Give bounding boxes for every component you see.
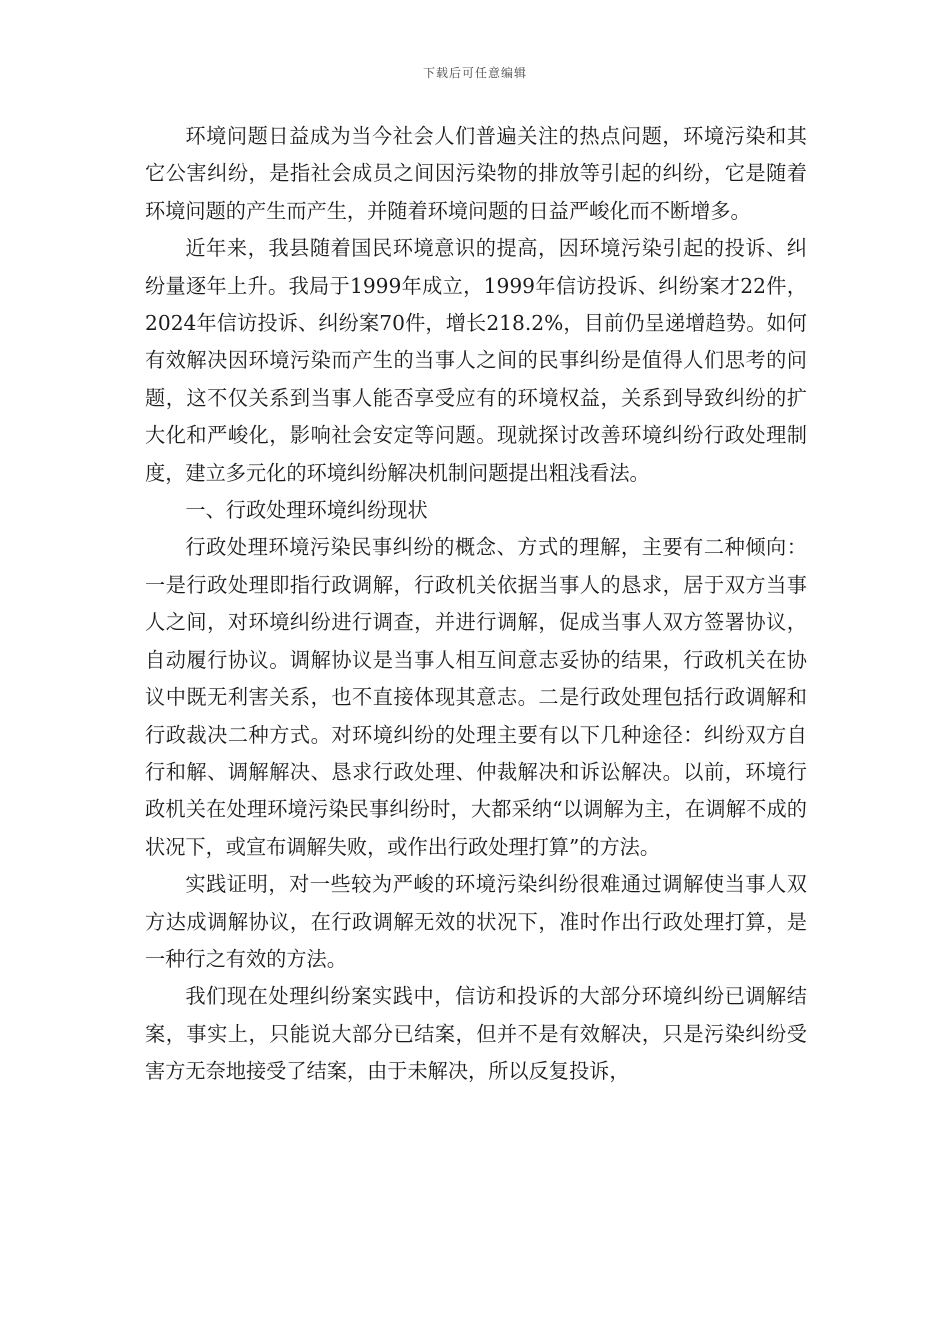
document-body — [145, 118, 807, 1091]
paragraph-background: 近年来，我县随着国民环境意识的提高，因环境污染引起的投诉、纠纷量逐年上升。我局于1999年成立，1999年信访投诉、纠纷案才22件，2024年信访投诉、纠纷案70件，增长218.2%，目前仍呈递增趋势。如何有效解决因环境污染而产生的当事人之间的民事纠纷是值得人们思考的问题，这不仅关系到当事人能否享受应有的环境权益，关系到导致纠纷的扩大化和严峻化，影响社会安定等问题。现就探讨改善环境纠纷行政处理制度，建立多元化的环境纠纷解决机制问题提出粗浅看法。 — [145, 236, 807, 485]
page-header: 下载后可任意编辑 — [422, 66, 527, 80]
section-heading: 一、行政处理环境纠纷现状 — [185, 498, 428, 523]
paragraph-intro: 环境问题日益成为当今社会人们普遍关注的热点问题，环境污染和其它公害纠纷，是指社会成员之间因污染物的排放等引起的纠纷，它是随着环境问题的产生而产生，并随着环境问题的日益严峻化而不断增多。 — [145, 124, 807, 223]
paragraph-practice: 实践证明，对一些较为严峻的环境污染纠纷很难通过调解使当事人双方达成调解协议，在行政调解无效的状况下，准时作出行政处理打算，是一种行之有效的方法。 — [145, 872, 807, 971]
paragraph-current: 我们现在处理纠纷案实践中，信访和投诉的大部分环境纠纷已调解结案，事实上，只能说大部分已结案，但并不是有效解决，只是污染纠纷受害方无奈地接受了结案，由于未解决，所以反复投诉， — [145, 984, 807, 1084]
paragraph-status: 行政处理环境污染民事纠纷的概念、方式的理解，主要有二种倾向：一是行政处理即指行政调解，行政机关依据当事人的恳求，居于双方当事人之间，对环境纠纷进行调查，并进行调解，促成当事人双方签署协议，自动履行协议。调解协议是当事人相互间意志妥协的结果，行政机关在协议中既无利害关系，也不直接体现其意志。二是行政处理包括行政调解和行政裁决二种方式。对环境纠纷的处理主要有以下几种途径：纠纷双方自行和解、调解解决、恳求行政处理、仲裁解决和诉讼解决。以前，环境行政机关在处理环境污染民事纠纷时，大都采纳“以调解为主，在调解不成的状况下，或宣布调解失败，或作出行政处理打算”的方法。 — [145, 535, 807, 859]
